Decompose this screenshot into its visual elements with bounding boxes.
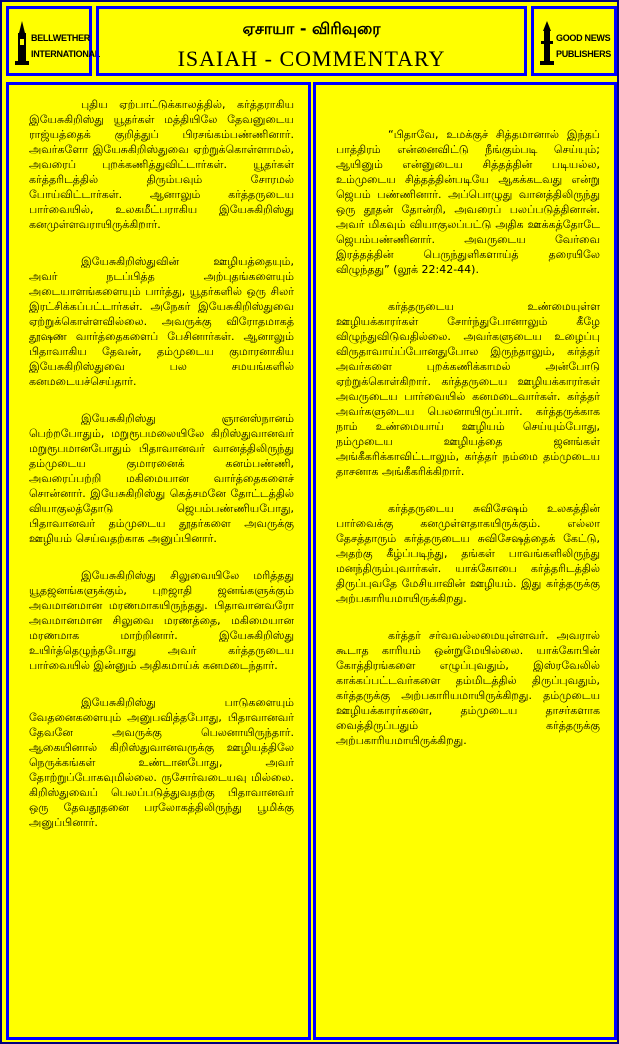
right-column [313, 82, 617, 1040]
logo-line-2: INTERNATIONAL [31, 49, 100, 59]
title-tamil: ஏசாயா - விரிவுரை [242, 19, 381, 38]
paragraph: கர்த்தருடைய உண்மையுள்ள ஊழியக்காரர்கள் சோர்ந்துபோனாலும் கீழே விழுந்துவிடுவதில்லை. அவர்களுடைய உழைப்பு விருதாவாய்ப்போனதுபோல இருந்தாலும், கர்த்தர் அவர்களை புறக்கணிக்காமல் அன்போடு ஏற்றுக்கொள்கிறார். கர்த்தருடைய ஊழியக்காரர்கள் அவருடைய பார்வையில் கனமடைவார்கள். கர்த்தர் அவர்களுடைய பெலனாயிருப்பார். கர்த்தருக்காக நாம் உண்மையாய் ஊழியம் செய்யும்போது, நம்முடைய ஊழியத்தை ஜனங்கள் அங்கீகரிக்காவிட்டாலும், கர்த்தர் நம்மை தம்முடைய தாசனாக அங்கீகரிக்கிறார். [336, 300, 600, 478]
paragraph: இயேசுகிறிஸ்து சிலுவையிலே மரித்தது யூதஜனங்களுக்கும், புறஜாதி ஜனங்களுக்கும் அவமானமான மரணமாகயிருந்தது. பிதாவானவரோ அவமானமான சிலுவை மரணத்தை, மகிமையான மரணமாக மாற்றினார். இயேசுகிறிஸ்து உயிர்த்தெழுந்தபோது அவர் கர்த்தருடைய பார்வையில் இன்னும் அதிகமாய்க் கனமடைந்தார். [29, 569, 294, 672]
tower-icon [540, 21, 554, 65]
title-box [96, 6, 527, 76]
page-header [6, 6, 617, 78]
paragraph: கர்த்தர் சர்வவல்லமையுள்ளவர். அவரால் கூடாத காரியம் ஒன்றுமேயில்லை. யாக்கோபின் கோத்திரங்களை எழுப்புவதும், இஸ்ரவேலில் காக்கப்பட்டவர்களை தம்மிடத்தில் திருப்புவதும், கர்த்தருக்கு அற்பகாரியமாயிருக்கிறது. தம்முடைய ஊழியக்காரர்களை, தம்முடைய தாசர்களாக வைத்திருப்பதும் கர்த்தருக்கு அற்பகாரியமாயிருக்கிறது. [336, 629, 600, 747]
bell-tower-icon [15, 21, 29, 65]
logo-line-2: PUBLISHERS [556, 49, 612, 59]
paragraph: இயேசுகிறிஸ்து ஞானஸ்நானம் பெற்றபோதும், மறுரூபமலையிலே கிறிஸ்துவானவர் மறுரூபமானபோதும் பிதாவானவர் வானத்திலிருந்து தம்முடைய குமாரனைக் கனம்பண்ணி, அவரைப்பற்றி மகிமையான வார்த்தைகளைச் சொன்னார். இயேசுகிறிஸ்து கெத்சமனே தோட்டத்தில் வியாகுலத்தோடு ஜெபம்பண்ணியபோது, பிதாவானவர் தம்முடைய தூதர்களை அவருக்கு ஊழியம் செய்வதற்காக அனுப்பினார். [29, 412, 294, 545]
good-news-logo [531, 6, 617, 76]
bellwether-logo [6, 6, 100, 76]
logo-line-1: BELLWETHER [31, 33, 90, 43]
title-english: ISAIAH - COMMENTARY [177, 46, 446, 71]
logo-line-1: GOOD NEWS [556, 33, 611, 43]
paragraph: புதிய ஏற்பாட்டுக்காலத்தில், கர்த்தராகிய இயேசுகிறிஸ்து யூதர்கள் மத்தியிலே தேவனுடைய ராஜ்யத்தைக் குறித்துப் பிரசங்கம்பண்ணினார். அவர்களோ இயேசுகிறிஸ்துவை ஏற்றுக்கொள்ளாமல், அவரைப் புறக்கணித்துவிட்டார்கள். யூதர்கள் கர்த்தரிடத்தில் திரும்பவும் சோரமல் போய்விட்டார்கள். ஆனாலும் கர்த்தருடைய பார்வையில், உலகமீட்பராகிய இயேசுகிறிஸ்து கனமுள்ளவராயிருக்கிறார். [29, 98, 294, 231]
paragraph: இயேசுகிறிஸ்து பாடுகளையும் வேதனைகளையும் அனுபவித்தபோது, பிதாவானவர் தேவனே அவருக்கு பெலனாயிருந்தார். ஆகையினால் கிறிஸ்துவானவருக்கு ஊழியத்திலே நெருக்கங்கள் உண்டானபோது, அவர் தோற்றுப்போகவுமில்லை. ருசோர்வடையவு மில்லை. கிறிஸ்துவைப் பெலப்படுத்துவதற்கு பிதாவானவர் ஒரு தேவதூதனை பரலோகத்திலிருந்து பூமிக்கு அனுப்பினார். [29, 696, 294, 829]
left-column [6, 82, 311, 1040]
paragraph: கர்த்தருடைய சுவிசேஷம் உலகத்தின் பார்வைக்கு கனமுள்ளதாகயிருக்கும். எல்லா தேசத்தாரும் கர்த்தருடைய சுவிசேஷத்தைக் கேட்டு, அதற்கு கீழ்ப்படிந்து, தங்கள் பாவங்களிலிருந்து மனந்திரும்புவார்கள். யாக்கோபை கர்த்தரிடத்தில் திருப்புவதே மேசியாவின் ஊழியம். இது கர்த்தருக்கு அற்பகாரியமாயிருக்கிறது. [336, 502, 600, 605]
paragraph: “பிதாவே, உமக்குச் சித்தமானால் இந்தப் பாத்திரம் என்னைவிட்டு நீங்கும்படி செய்யும்; ஆயினும் என்னுடைய சித்தத்தின் படியல்ல, உம்முடைய சித்தத்தின்படியே ஆகக்கடவது என்று ஜெபம் பண்ணினார். அப்பொழுது வானத்திலிருந்து ஒரு தூதன் தோன்றி, அவரைப் பலப்படுத்தினான். அவர் மிகவும் வியாகுலப்பட்டு அதிக ஊக்கத்தோடே ஜெபம்பண்ணினார். அவருடைய வேர்வை இரத்தத்தின் பெருந்துளிகளாய்த் தரையிலே விழுந்தது” (லூக் 22:42-44). [336, 128, 600, 276]
paragraph: இயேசுகிறிஸ்துவின் ஊழியத்தையும், அவர் நடப்பித்த அற்புதங்களையும் அடையாளங்களையும் பார்த்து, யூதர்களில் ஒரு சிலர் இரட்சிக்கப்பட்டார்கள். அநேகர் இயேசுகிறிஸ்துவை ஏற்றுக்கொள்ளவில்லை. அவருக்கு விரோதமாகத் தூஷண வார்த்தைகளைப் பேசினார்கள். ஆனாலும் பிதாவாகிய தேவன், தம்முடைய குமாரனாகிய இயேசுகிறிஸ்துவை பல சமயங்களில் கனமடையச்செய்தார். [29, 255, 294, 388]
